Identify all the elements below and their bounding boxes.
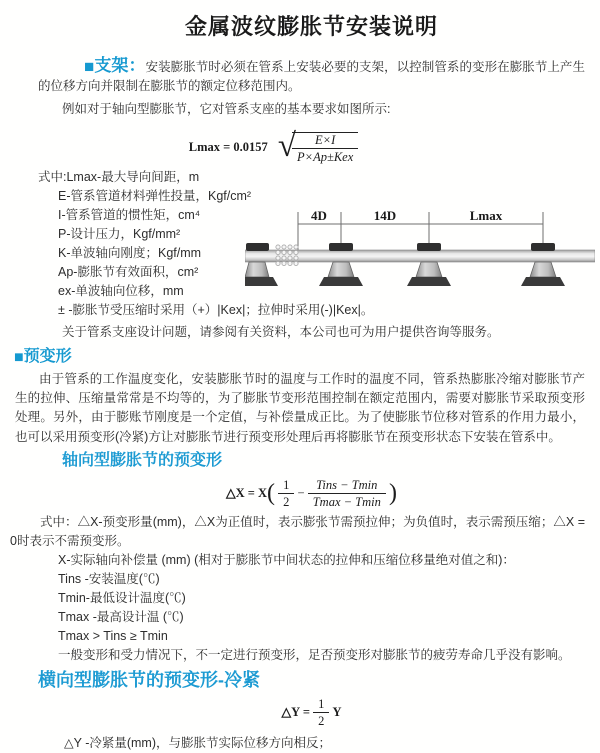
pipe-support <box>521 243 565 286</box>
support-example-line: 例如对于轴向型膨胀节，它对管系支座的基本要求如图所示: <box>62 102 391 116</box>
axial-note-line: Tmax -最高设计温 (℃) <box>58 609 184 624</box>
dx-formula-lhs: △X = X <box>225 485 268 500</box>
open-paren: ( <box>267 479 276 506</box>
definition-item: P-设计压力，Kgf/mm² <box>58 227 181 241</box>
pipe-support <box>319 243 363 286</box>
lmax-formula-lhs: Lmax = 0.0157 <box>188 140 268 154</box>
axial-note-line: 式中：△X-预变形量(mm)，△X为正值时，表示膨张节需预拉伸；为负值时，表示需预压缩；△X = 0时表示不需预变形。 <box>10 514 585 548</box>
dim-label-4d: 4D <box>311 208 327 223</box>
dim-label-14d: 14D <box>373 208 397 223</box>
preform-heading-label: 预变形 <box>23 348 72 365</box>
axial-note-line: 一般变形和受力情况下，不一定进行预变形，足否预变形对膨胀节的疲劳寿命几乎没有影响。 <box>58 647 571 662</box>
temperature-ratio-fraction <box>308 478 386 509</box>
axial-note-line: Tmin-最低设计温度(℃) <box>58 590 186 605</box>
definition-item: K-单波轴向刚度；Kgf/mm <box>58 246 202 260</box>
one-half-fraction <box>278 478 294 509</box>
dy-formula-lhs: △Y = <box>281 704 310 719</box>
support-heading-label: 支架： <box>94 56 146 75</box>
definition-item: ex-单波轴向位移，mm <box>58 284 184 298</box>
axial-note-line: X-实际轴向补偿量 (mm) (相对于膨胀节中间状态的拉伸和压缩位移量绝对值之和)： <box>58 552 515 567</box>
document-body <box>0 12 600 753</box>
axial-note-line: Tmax > Tins ≥ Tmin <box>58 628 168 643</box>
axial-note-line: Tins -安装温度(℃) <box>58 571 160 586</box>
document-page <box>0 12 600 749</box>
support-section-heading <box>84 56 146 76</box>
definition-item: E-管系管道材料弹性投量，Kgf/cm² <box>58 189 252 203</box>
dim-label-lmax: Lmax <box>469 208 503 223</box>
dy-formula-rhs: Y <box>332 704 342 719</box>
close-paren: ) <box>389 479 398 506</box>
page-title: 金属波纹膨胀节安装说明 <box>184 14 438 39</box>
minus-sign: − <box>297 485 305 500</box>
half-numerator: 1 <box>313 697 329 713</box>
definition-item: I-管系管道的惯性矩，cm⁴ <box>58 208 201 222</box>
preform-section-heading <box>14 347 585 367</box>
temp-ratio-numerator: Tins − Tmin <box>308 478 386 494</box>
definition-item: ± -膨胀节受压缩时采用（+）|Kex|；拉伸时采用(-)|Kex|。 <box>58 303 374 317</box>
pipe-support <box>245 243 278 286</box>
square-root-icon: √ <box>277 128 296 165</box>
definition-item: Ap-膨胀节有效面积，cm² <box>58 265 199 279</box>
lateral-subsection-heading: 横向型膨胀节的预变形-冷紧 <box>38 669 260 690</box>
support-intro-paragraph <box>38 56 585 96</box>
consult-service-line: 关于管系支座设计问题，请参阅有关资料，本公司也可为用户提供咨询等服务。 <box>62 325 500 339</box>
blue-square-bullet-icon: ■ <box>14 349 24 366</box>
lmax-formula <box>0 128 547 166</box>
pipe-support-diagram <box>245 204 595 304</box>
axial-preform-formula <box>38 476 585 510</box>
blue-square-bullet-icon: ■ <box>84 57 95 76</box>
pipe-support <box>407 243 451 286</box>
lmax-numerator: E×I <box>292 133 358 149</box>
half-denominator: 2 <box>318 714 325 729</box>
temp-ratio-denominator: Tmax − Tmin <box>312 495 381 510</box>
lateral-preform-formula <box>38 696 585 728</box>
definition-where-line: 式中:Lmax-最大导向间距，m <box>38 170 200 184</box>
half-denominator: 2 <box>283 495 290 510</box>
lmax-denominator: P×Ap±Kex <box>297 150 354 165</box>
half-numerator: 1 <box>278 478 294 494</box>
support-intro-text: 安装膨胀节时必须在管系上安装必要的支架，以控制管系的变形在膨胀节上产生的位移方向并限制在膨胀节的额定位移范围内。 <box>38 60 585 93</box>
one-half-fraction <box>313 697 329 728</box>
pipe-supports <box>245 243 565 286</box>
preform-paragraph: 由于管系的工作温度变化，安装膨胀节时的温度与工作时的温度不同，管系热膨胀冷缩对膨胀节产生的拉伸、压缩量常常是不均等的，为了膨胀节变形范围控制在额定范围内，需要对膨胀节采取预变形处理。另外，由于膨账节刚度是一个定值，与补偿量成正比。为了使膨胀节位移对管系的作用力最小，也可以采用预变形(冷紧)方让对膨胀节进行预变形处理后再将膨胀节在预变形状态下安装在管系中。 <box>15 372 585 444</box>
lateral-note-line: △Y -冷紧量(mm)，与膨胀节实际位移方向相反； <box>64 735 332 750</box>
axial-subsection-heading: 轴向型膨胀节的预变形 <box>62 451 223 469</box>
lmax-formula-fraction <box>292 132 358 164</box>
